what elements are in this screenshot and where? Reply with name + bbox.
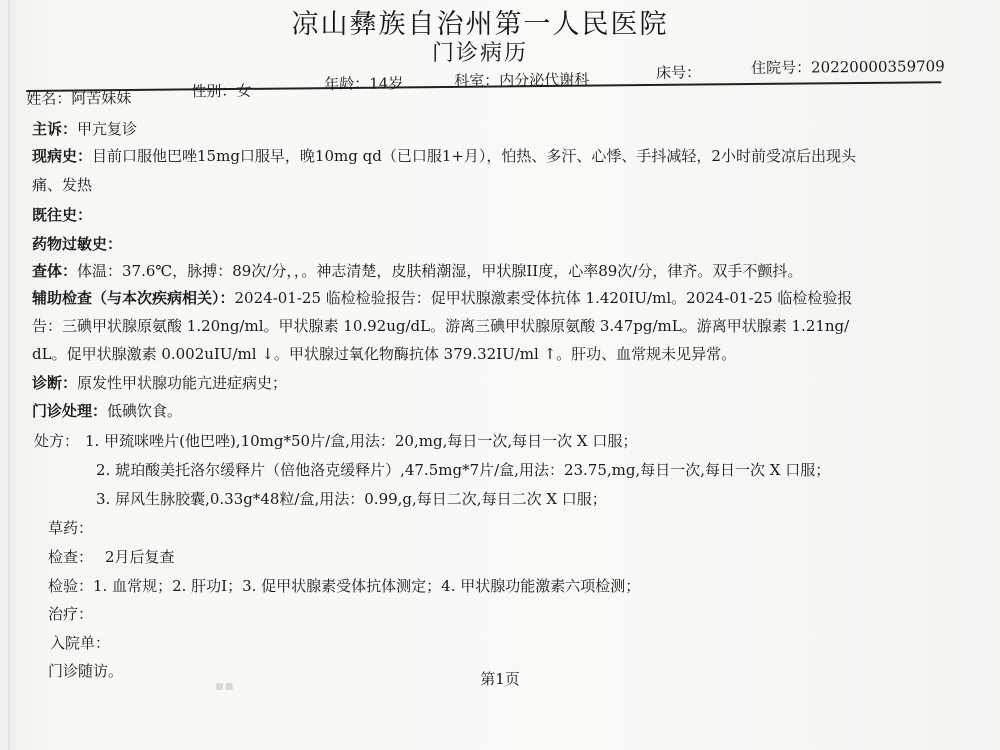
auxiliary-exam-cont-2 [32,344,736,364]
page-number: 第1页 [480,670,520,688]
past-history-label: 既往史： [32,206,93,224]
outpatient-treatment [32,401,182,421]
therapy-label: 治疗： [48,605,94,623]
admission-slip-label: 入院单： [50,634,111,652]
auxiliary-exam-label: 辅助检查（与本次疾病相关）： [32,289,235,307]
prescription-item-3: 3. 屏风生脉胶囊,0.33g*48粒/盒,用法：0.99,g,每日二次,每日二次 X 口服； [96,490,607,508]
present-illness [32,146,856,166]
physical-exam-label: 查体： [32,262,78,280]
present-illness-line-1: 目前口服他巴唑15mg口服早，晚10mg qd（已口服1+月），怕热、多汗、心悸、手抖减轻，2小时前受凉后出现头 [92,147,856,165]
admission-slip [50,633,110,653]
bed-number: 床号： [656,63,702,82]
department: 科室：内分泌代谢科 [454,70,590,90]
prescription-item-2: 2. 琥珀酸美托洛尔缓释片（倍他洛克缓释片）,47.5mg*7片/盒,用法：23.75,mg,每日一次,每日一次 X 口服； [96,461,831,479]
outpatient-treatment-text: 低碘饮食。 [107,402,183,420]
diagnosis-label: 诊断： [32,374,78,392]
diagnosis-text: 原发性甲状腺功能亢进症病史； [77,374,288,392]
therapy [48,604,93,624]
present-illness-label: 现病史： [32,147,93,165]
auxiliary-exam [32,288,852,308]
outpatient-treatment-label: 门诊处理： [32,402,108,420]
auxiliary-exam-line-1: 2024-01-25 临检检验报告：促甲状腺激素受体抗体 1.420IU/ml。2024-01-25 临检检验报 [234,289,853,307]
present-illness-line-2: 痛、发热 [32,176,93,194]
examination [48,547,175,567]
hospital-name: 凉山彝族自治州第一人民医院 [291,9,669,40]
prescription-row-2 [96,460,830,480]
prescription-row-3 [96,489,607,509]
page-fold-shadow [8,0,10,750]
drug-allergy [32,234,122,254]
diagnosis [32,373,287,393]
present-illness-cont [32,175,92,195]
drug-allergy-label: 药物过敏史： [32,235,123,253]
bleed-through-mark: ▪▪ [215,678,234,694]
herbal-medicine-label: 草药： [48,519,94,537]
physical-exam [32,261,802,281]
lab-tests [48,576,640,596]
auxiliary-exam-line-3: dL。促甲状腺激素 0.002uIU/ml ↓。甲状腺过氧化物酶抗体 379.32IU/ml ↑。肝功、血常规未见异常。 [32,345,737,363]
chief-complaint-text: 甲亢复诊 [77,120,138,138]
prescription-item-1: 1. 甲巯咪唑片(他巴唑),10mg*50片/盒,用法：20,mg,每日一次,每日一次 X 口服； [85,432,638,450]
herbal-medicine [48,518,93,538]
examination-label: 检查： [48,548,94,566]
lab-tests-text: 1. 血常规；2. 肝功I；3. 促甲状腺素受体抗体测定；4. 甲状腺功能激素六项检测； [93,577,641,595]
prescription [34,431,637,451]
auxiliary-exam-cont-1 [32,316,849,336]
patient-sex: 性别：女 [191,81,252,101]
physical-exam-text: 体温：37.6℃，脉搏：89次/分，，。神志清楚，皮肤稍潮湿，甲状腺II度，心率89次/分，律齐。双手不颤抖。 [77,262,803,280]
admission-number: 住院号：20220000359709 [751,57,945,78]
chief-complaint-label: 主诉： [32,120,78,138]
patient-name: 姓名：阿苦妹妹 [26,88,132,108]
patient-age: 年龄：14岁 [324,74,404,94]
record-title: 门诊病历 [431,41,528,66]
follow-up-text: 门诊随访。 [48,662,124,680]
auxiliary-exam-line-2: 告：三碘甲状腺原氨酸 1.20ng/ml。甲状腺素 10.92ug/dL。游离三碘甲状腺原氨酸 3.47pg/mL。游离甲状腺素 1.21ng/ [32,317,850,335]
prescription-label: 处方： [34,432,80,450]
lab-tests-label: 检验： [48,577,94,595]
chief-complaint [32,119,137,139]
past-history [32,205,92,225]
examination-text: 2月后复查 [105,548,175,566]
